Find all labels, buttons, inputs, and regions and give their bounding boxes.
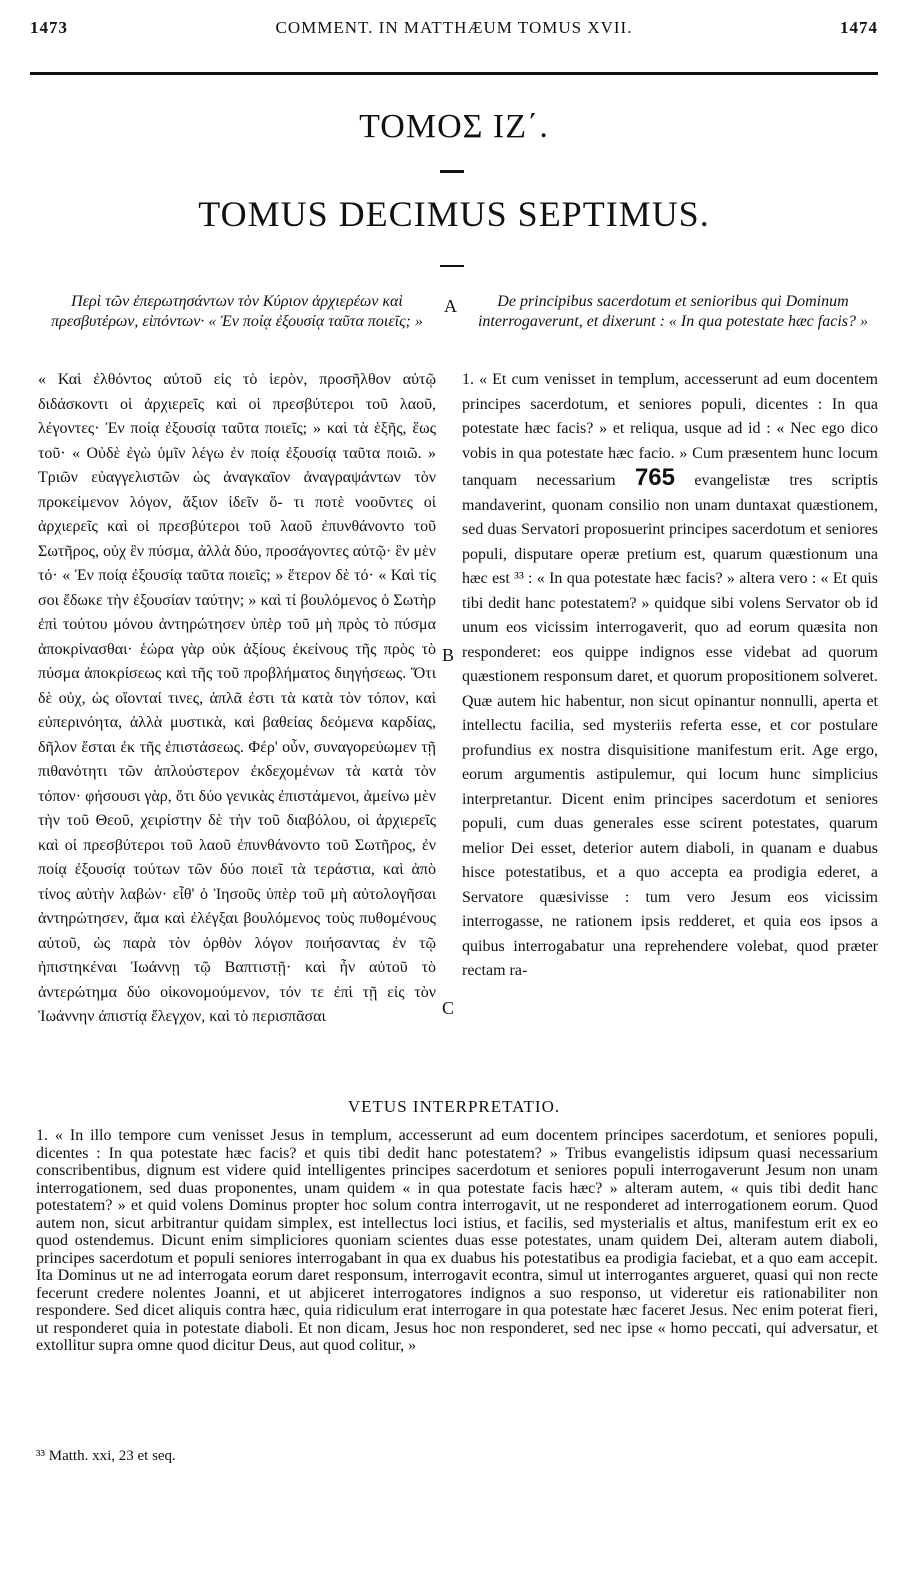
greek-column-body: « Καὶ ἐλθόντος αὐτοῦ εἰς τὸ ἱερὸν, προσῆλθον αὐτῷ διδάσκοντι οἱ ἀρχιερεῖς καὶ οἱ πρεσβύτεροι τοῦ λαοῦ, λέγοντες· Ἐν ποίᾳ ἐξουσίᾳ ταῦτα ποιεῖς; » καὶ τὰ ἑξῆς, ἕως τοῦ· « Οὐδὲ ἐγὼ ὑμῖν λέγω ἐν ποίᾳ ἐξουσίᾳ ταῦτα ποιῶ. » Τριῶν εὐαγγελιστῶν ὡς ἀναγκαῖον ἀναγραψάντων τὸν προκείμενον λόγον, ἄξιον ἰδεῖν ὅ- τι ποτὲ νοοῦντες οἱ ἀρχιερεῖς καὶ οἱ πρεσβύτεροι τοῦ λαοῦ ἐπυνθάνοντο τοῦ Σωτῆρος, οὐχ ἓν πύσμα, ἀλλὰ δύο, προσάγοντες αὐτῷ· ἓν μὲν τό· « Ἐν ποίᾳ ἐξουσίᾳ ταῦτα ποιεῖς; » ἕτερον δὲ τό· « Καὶ τίς σοι ἔδωκε τὴν ἐξουσίαν ταύτην; » καὶ τί βουλόμενος ὁ Σωτὴρ ἐπὶ τούτου μόνου ἀντηρώτησεν ὑπὲρ τοῦ μὴ πρὸς τὸ πύσμα ἀποκρίνασθαι· ἑώρα γὰρ οὐκ ἀξίους ἐκείνους τῆς πρὸς τὸ πύσμα ἀποκρίσεως καὶ τῆς τοῦ προβλήματος διηγήσεως. Ὅτι δὲ οὐχ, ὡς οἴονταί τινες, ἁπλᾶ ἐστι τὰ κατὰ τὸν τόπον, καὶ εὐπερινόητα, ἀλλὰ μυστικὰ, καὶ βαθείας δεόμενα καρδίας, δῆλον ἔσται ἐκ τῆς ἐπιστάσεως. Φέρ' οὖν, συναγορεύωμεν τῇ πιθανότητι τῶν ἁπλούστερον ἐκδεχομένων τὰ κατὰ τὸν τόπον· φήσουσι γὰρ, ὅτι δύο γενικὰς ἐπιστάμενοι, ἀμείνω μὲν τὴν τοῦ Θεοῦ, χειρίστην δὲ τὴν τοῦ διαβόλου, οἱ ἀρχιερεῖς καὶ οἱ πρεσβύτεροι τοῦ λαοῦ ἐπυνθάνοντο τοῦ Σωτῆρος, ἐν ποίᾳ ἐξουσίᾳ τούτων τῶν δύο ποιεῖ τὰ τεράστια, καὶ ἀπὸ τίνος αὐτὴν λαβών· εἶθ' ὁ Ἰησοῦς ὑπὲρ τοῦ μὴ αὐτολογῆσαι ἀντηρώτησεν, ἅμα καὶ ἐλέγξαι βουλόμενος τοὺς πυθομένους αὐτοῦ, ὡς παρὰ τὸν ὀρθὸν λόγον ποιήσαντας ἐν τῷ ἠπιστηκέναι Ἰωάννῃ τῷ Βαπτιστῇ· καὶ ἦν αὐτοῦ τὸ ἀντερώτημα δύο οἰκονομούμενον, τόν τε ἐπὶ τῇ εἰς τὸν Ἰωάννην ἀπιστίᾳ ἔλεγχον, καὶ τὸ περισπᾶσαι [38,371,436,1025]
running-head [30,18,878,40]
latin-column-body [462,368,878,984]
vetus-interpretatio-body: 1. « In illo tempore cum venisset Jesus in templum, accesserunt ad eum docentem principes sacerdotum, et seniores populi, dicentes : In qua potestate hæc facis? et quis tibi dedit hanc potestatem? » Tribus evangelistis idipsum quasi necessarium conscribentibus, dignum est videre quid intelligentes principes sacerdotum et seniores populi interrogaverunt Jesum non unam interrogationem, sed duas proponentes, unam quidem « in qua potestate facis hæc? » alteram autem, « quis tibi dedit hanc potestatem? » et quid volens Dominus propter hoc solum contra interrogavit, ut ne responderet ad interrogationem eorum. Quod autem non, sicut arbitrantur quidam simplex, est intellectus loci istius, et facilis, sed mysterialis et altus, manifestum erit ex eo quod ostendemus. Dicunt enim simpliciores quoniam scientes duas esse potestates, unam quidem Dei, alteram autem diaboli, principes sacerdotum et populi seniores interrogabant in qua ex duabus his potestatibus ea prodigia faciebat, et a quo eam accepit. Ita Dominus ut ne ad interrogata eorum daret responsum, interrogavit econtra, simul ut interrogantes argueret, quasi qui non recte fecerunt credere nolentes Joanni, et ut abjiceret interrogatores indignos a suo responso, ut videretur eis rationabiliter non respondere. Sed dicet aliquis contra hæc, quia ridiculum erat interrogare in qua potestate hæc faceret Jesus. Nec enim poterat fieri, ut responderet quia in potestate diaboli. Et non dicam, Jesus hoc non responderet, sed nec ipse « homo peccati, qui adversatur, et extollitur supra omne quod dicitur Deus, aut quod colitur, » [36,1127,878,1354]
title-dash [440,170,464,173]
page-number-left: 1473 [30,18,68,37]
column-marker-a: A [444,296,457,316]
page-number-right: 1474 [840,18,878,37]
column-marker-b: B [442,645,455,665]
latin-title: TOMUS DECIMUS SEPTIMUS. [198,194,710,234]
latin-body-part-2: evangelistæ tres scriptis mandaverint, quonam consilio non unam duntaxat quæstionem, sed duas Servatori proposuerint principes sacerdotum et seniores populi, disputare operæ pretium est, quarum quæstionum una hæc est ³³ : « In qua potestate hæc facis? » altera vero : « Et quis tibi dedit hanc potestatem? » quidque sibi volens Servator ob id unum eos vicissim interrogaverit, quo ad eorum quæsita non responderet: eos quippe indignos esse videbat ad quorum quæstionem responsum daret, et quorum propositionem solveret. Quæ autem hic habentur, non sicut opinantur nonnulli, aperta et intellectu facilia, sed mysteriis referta esse, et cor postulare profundius ex nostra disquisitione manifestum erit. Age ergo, eorum argumentis astipulemur, qui locum hunc simplicius interpretantur. Dicent enim principes sacerdotum et seniores populi, cum duas generales esse scirent potestates, quarum melior Dei esset, deterior autem diaboli, in quanam e duabus hisce potestatibus, et a quo accepta ea prodigia ederet, a Servatore quæsivisse : tum vero Jesum eos vicissim interrogasse, ne rationem ipsis redderet, et quia eos ipsos a quibus interrogabatur una reprehendere volebat, quod præter rectam ra- [462,472,879,979]
vetus-interpretatio-heading: VETUS INTERPRETATIO. [347,1097,561,1116]
footnote: ³³ Matth. xxi, 23 et seq. [36,1448,176,1464]
migne-column-number: 765 [634,464,675,491]
running-title: COMMENT. IN MATTHÆUM TOMUS XVII. [275,18,633,37]
header-rule [30,72,878,75]
title-dash-lower [440,265,464,267]
column-marker-c: C [442,998,455,1018]
latin-body-part-1: 1. « Et cum venisset in templum, accesserunt ad eum docentem principes sacerdotum, et seniores populi, dicentes : In qua potestate hæc facis? » et reliqua, usque ad id : « Nec ego dico vobis in qua potestate hæc facio. » Cum præsentem hunc locum tanquam necessarium [462,371,878,489]
greek-title: ΤΟΜΟΣ ΙΖ΄. [359,108,549,145]
latin-column-heading: De principibus sacerdotum et senioribus qui Dominum interrogaverunt, et dixerunt : « In qua potestate hæc facis? » [477,293,868,330]
greek-column-heading: Περὶ τῶν ἐπερωτησάντων τὸν Κύριον ἀρχιερέων καὶ πρεσβυτέρων, εἰπόντων· « Ἐν ποίᾳ ἐξουσίᾳ ταῦτα ποιεῖς; » [51,293,423,330]
